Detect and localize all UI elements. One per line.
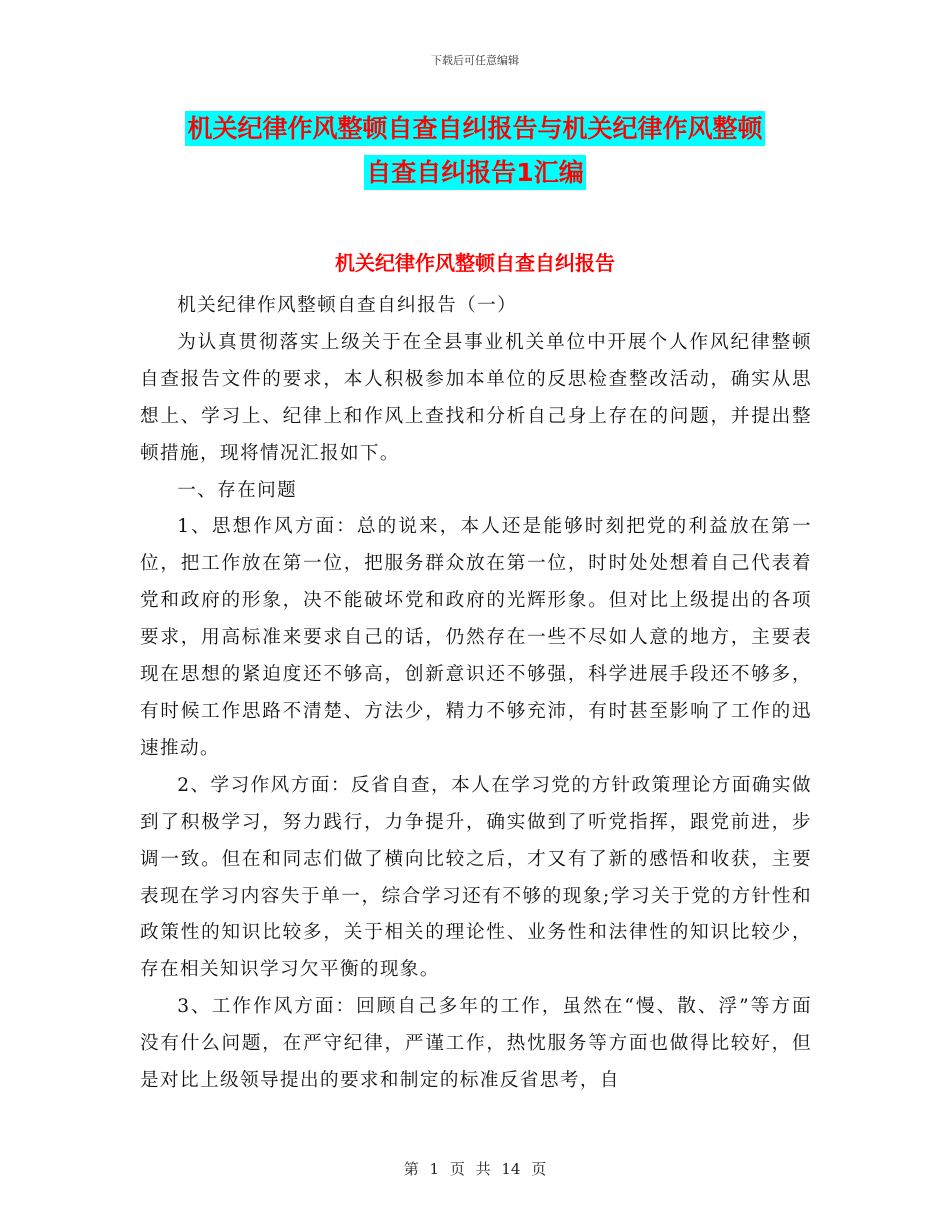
paragraph: 2、学习作风方面：反省自查，本人在学习党的方针政策理论方面确实做到了积极学习，努力践行，力争提升，确实做到了听党指挥，跟党前进，步调一致。但在和同志们做了横向比较之后，才又有了新的感悟和收获，主要表现在学习内容失于单一，综合学习还有不够的现象;学习关于党的方针性和政策性的知识比较多，关于相关的理论性、业务性和法律性的知识比较少，存在相关知识学习欠平衡的现象。 — [140, 774, 812, 981]
document-title-line-2 — [0, 156, 950, 190]
paragraph: 3、工作作风方面：回顾自己多年的工作，虽然在“慢、散、浮”等方面没有什么问题，在严守纪律，严谨工作，热忱服务等方面也做得比较好，但是对比上级领导提出的要求和制定的标准反省思考，自 — [140, 996, 812, 1092]
title-highlight-2: 自查自纠报告1汇编 — [364, 155, 585, 190]
document-title-line-1 — [0, 112, 950, 146]
document-body — [140, 288, 812, 1100]
section-title: 机关纪律作风整顿自查自纠报告 — [335, 251, 615, 275]
paragraph: 一、存在问题 — [177, 479, 298, 501]
title-highlight-1: 机关纪律作风整顿自查自纠报告与机关纪律作风整顿 — [185, 111, 764, 146]
page-number-footer: 第 1 页 共 14 页 — [403, 1160, 547, 1178]
paragraph: 为认真贯彻落实上级关于在全县事业机关单位中开展个人作风纪律整顿自查报告文件的要求，本人积极参加本单位的反思检查整改活动，确实从思想上、学习上、纪律上和作风上查找和分析自己身上存在的问题，并提出整顿措施，现将情况汇报如下。 — [140, 331, 812, 464]
paragraph: 1、思想作风方面：总的说来，本人还是能够时刻把党的利益放在第一位，把工作放在第一位，把服务群众放在第一位，时时处处想着自己代表着党和政府的形象，决不能破坏党和政府的光辉形象。但对比上级提出的各项要求，用高标准来要求自己的话，仍然存在一些不尽如人意的地方，主要表现在思想的紧迫度还不够高，创新意识还不够强，科学进展手段还不够多，有时候工作思路不清楚、方法少，精力不够充沛，有时甚至影响了工作的迅速推动。 — [140, 516, 812, 759]
paragraph: 机关纪律作风整顿自查自纠报告（一） — [177, 295, 518, 316]
page-header-note: 下载后可任意编辑 — [431, 54, 519, 67]
